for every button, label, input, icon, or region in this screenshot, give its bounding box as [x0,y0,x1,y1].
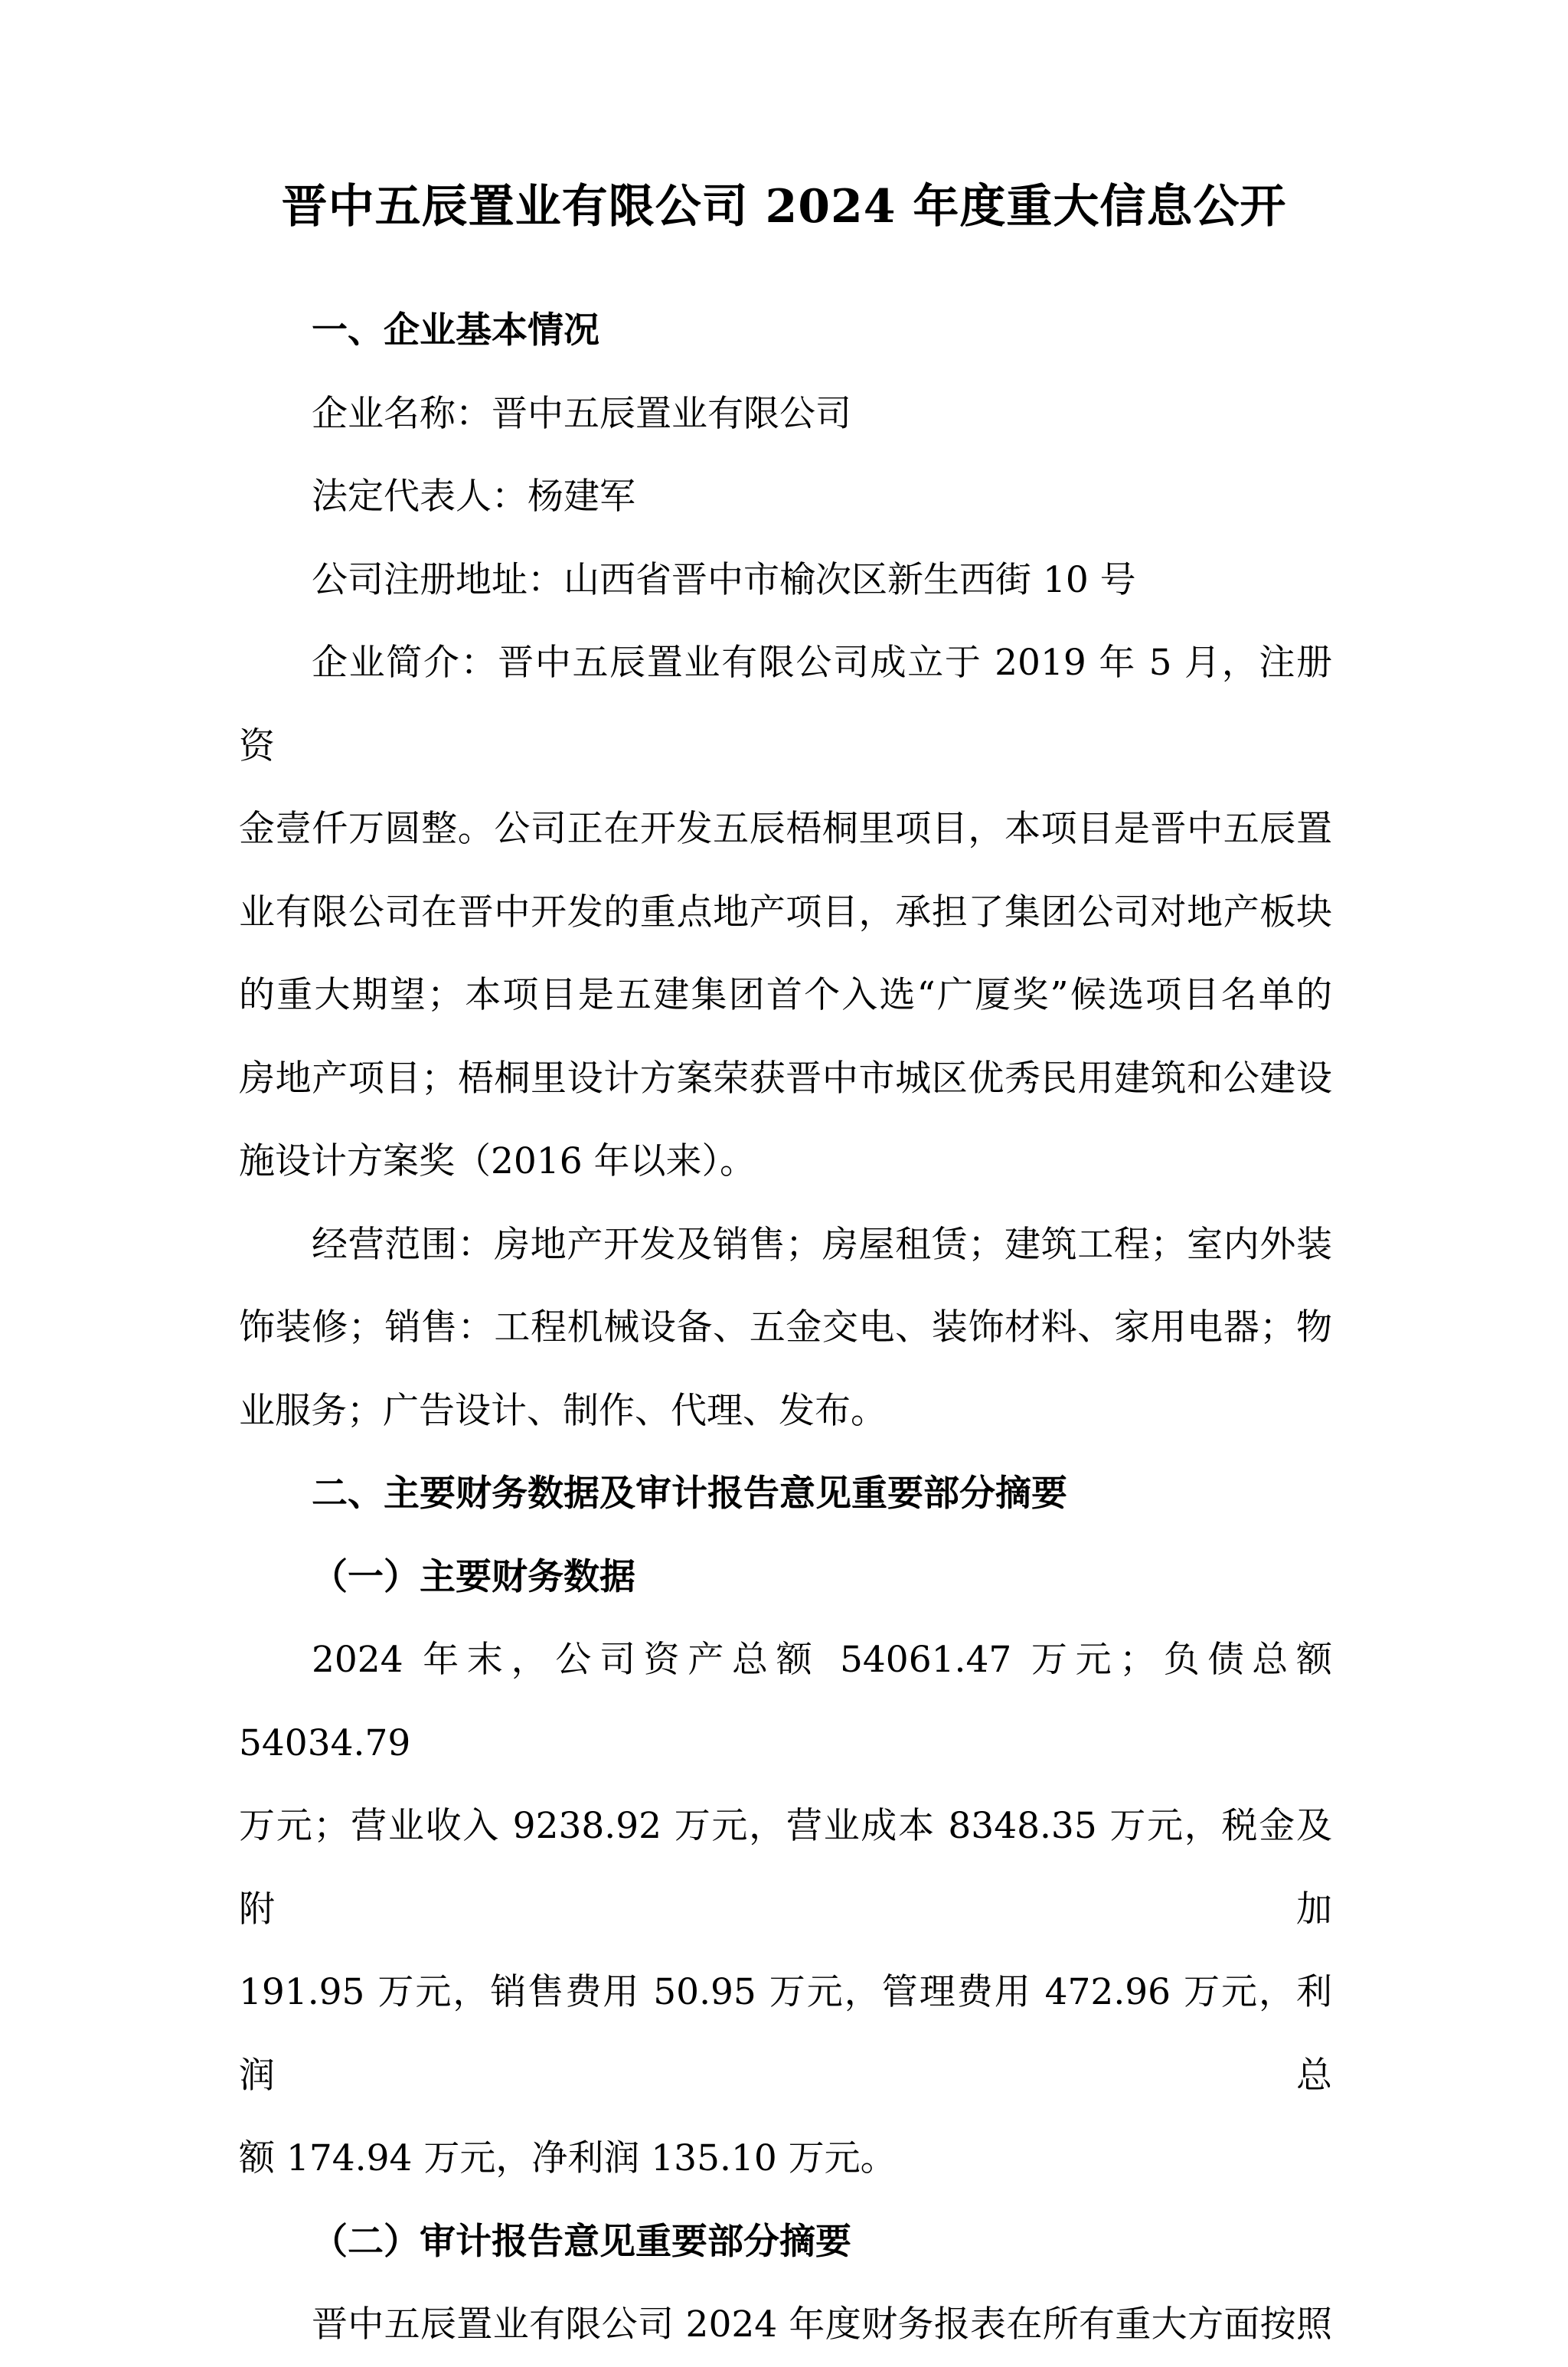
text-line: 万元；营业收入 9238.92 万元，营业成本 8348.35 万元，税金及附加 [239,1805,1332,1931]
subsection-heading-financial-data [239,1536,1332,1620]
paragraph-financial-data [239,1619,1332,2201]
text-line: 的重大期望；本项目是五建集团首个入选“广厦奖”候选项目名单的 [239,974,1332,1016]
text-line: 额 174.94 万元，净利润 135.10 万元。 [239,2137,897,2179]
field-registered-address [239,539,1332,623]
field-company-name [239,373,1332,456]
text-line: 企业名称：晋中五辰置业有限公司 [312,392,851,435]
text-line: 经营范围：房地产开发及销售；房屋租赁；建筑工程；室内外装 [312,1223,1332,1266]
text-line: 公司注册地址：山西省晋中市榆次区新生西街 10 号 [312,558,1136,601]
text-line: 房地产项目；梧桐里设计方案荣获晋中市城区优秀民用建筑和公建设 [239,1057,1332,1100]
text-line: 191.95 万元，销售费用 50.95 万元，管理费用 472.96 万元，利润总 [239,1971,1332,2097]
section-heading-financial-and-audit [239,1453,1332,1536]
heading-line: （二）审计报告意见重要部分摘要 [312,2220,851,2263]
text-line: 2024 年末，公司资产总额 54061.47 万元；负债总额 54034.79 [239,1639,1332,1764]
text-line: 业有限公司在晋中开发的重点地产项目，承担了集团公司对地产板块 [239,891,1332,933]
paragraph-audit-opinion [239,2284,1332,2367]
heading-line: 二、主要财务数据及审计报告意见重要部分摘要 [312,1473,1067,1515]
paragraph-business-scope [239,1204,1332,1453]
text-line: 晋中五辰置业有限公司 2024 年度财务报表在所有重大方面按照 [312,2303,1332,2346]
section-heading-basic-info [239,289,1332,373]
text-line: 企业简介：晋中五辰置业有限公司成立于 2019 年 5 月，注册资 [239,642,1332,767]
document-title: 晋中五辰置业有限公司 2024 年度重大信息公开 [281,180,1287,234]
text-line: 金壹仟万圆整。公司正在开发五辰梧桐里项目，本项目是晋中五辰置 [239,808,1332,850]
heading-line: （一）主要财务数据 [312,1555,635,1598]
text-line: 法定代表人：杨建军 [312,476,635,518]
document-body [0,289,1568,2367]
text-line: 施设计方案奖（2016 年以来）。 [239,1140,756,1182]
text-line: 饰装修；销售：工程机械设备、五金交电、装饰材料、家用电器；物 [239,1306,1332,1349]
subsection-heading-audit-summary [239,2201,1332,2284]
text-line: 业服务；广告设计、制作、代理、发布。 [239,1389,887,1432]
field-legal-representative [239,456,1332,539]
paragraph-company-profile [239,622,1332,1204]
heading-line: 一、企业基本情况 [312,309,599,351]
